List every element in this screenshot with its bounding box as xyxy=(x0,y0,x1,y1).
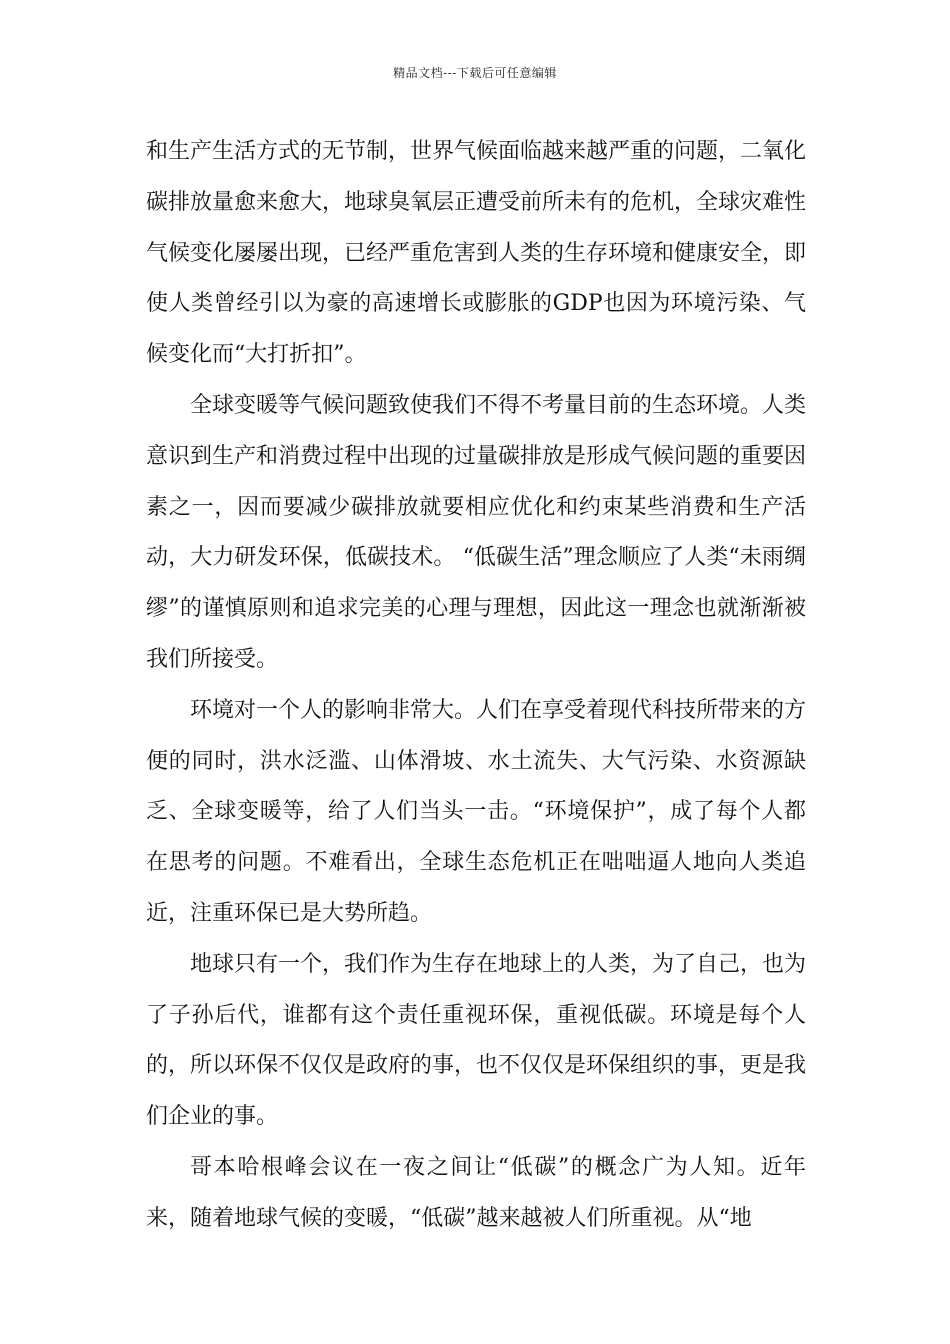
paragraph-2: 全球变暖等气候问题致使我们不得不考量目前的生态环境。人类意识到生产和消费过程中出现的过量碳排放是形成气候问题的重要因素之一，因而要减少碳排放就要相应优化和约束某些消费和生产活动，大力研发环保，低碳技术。 “低碳生活”理念顺应了人类“未雨绸缪”的谨慎原则和追求完美的心理与理想，因此这一理念也就渐渐被我们所接受。 xyxy=(146,392,807,672)
document-body xyxy=(146,127,806,1245)
paragraph-3: 环境对一个人的影响非常大。人们在享受着现代科技所带来的方便的同时，洪水泛滥、山体滑坡、水土流失、大气污染、水资源缺乏、全球变暖等，给了人们当头一击。“环境保护”，成了每个人都在思考的问题。不难看出，全球生态危机正在咄咄逼人地向人类追近，注重环保已是大势所趋。 xyxy=(146,697,807,926)
paragraph-5: 哥本哈根峰会议在一夜之间让“低碳”的概念广为人知。近年来，随着地球气候的变暖，“低碳”越来越被人们所重视。从“地 xyxy=(146,1154,806,1231)
paragraph-1: 和生产生活方式的无节制，世界气候面临越来越严重的问题，二氧化碳排放量愈来愈大，地球臭氧层正遭受前所未有的危机，全球灾难性气候变化屡屡出现，已经严重危害到人类的生存环境和健康安全，即使人类曾经引以为豪的高速增长或膨胀的GDP也因为环境污染、气候变化而“大打折扣”。 xyxy=(146,139,807,368)
paragraph-4: 地球只有一个，我们作为生存在地球上的人类，为了自己，也为了子孙后代，谁都有这个责任重视环保，重视低碳。环境是每个人的，所以环保不仅仅是政府的事，也不仅仅是环保组织的事，更是我们企业的事。 xyxy=(146,951,807,1130)
page-header: 精品文档---下载后可任意编辑 xyxy=(393,66,557,80)
